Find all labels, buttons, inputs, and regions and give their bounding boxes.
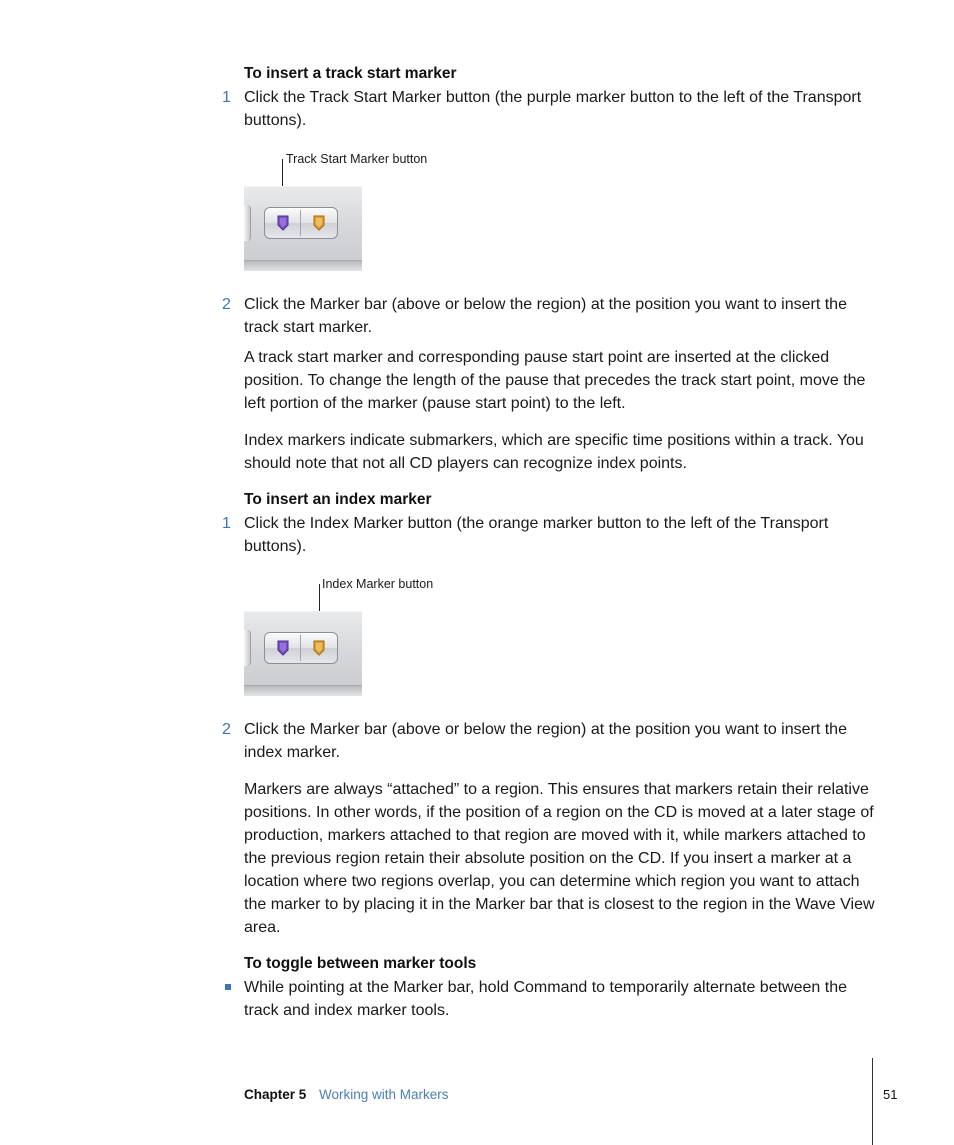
step-number: 2 xyxy=(222,721,231,738)
step-text: Click the Track Start Marker button (the purple marker button to the left of the Transport buttons). xyxy=(244,89,862,129)
bullet-square-icon xyxy=(225,984,231,990)
footer-divider xyxy=(872,1058,873,1145)
section-heading-toggle: To toggle between marker tools xyxy=(244,955,477,972)
marker-button-group xyxy=(264,207,338,239)
toolbar-bottom-strip xyxy=(244,260,362,271)
step-text: Click the Marker bar (above or below the region) at the position you want to insert the index marker. xyxy=(244,721,847,761)
toolbar-snippet xyxy=(244,611,362,696)
purple-marker-icon xyxy=(276,215,290,231)
index-marker-button[interactable] xyxy=(301,208,336,238)
step-number: 2 xyxy=(222,296,231,313)
step-track-start-2 xyxy=(222,293,876,339)
marker-button-group xyxy=(264,632,338,664)
step-text: Click the Index Marker button (the orange marker button to the left of the Transport buttons). xyxy=(244,515,829,555)
page-number: 51 xyxy=(883,1087,898,1102)
figure-caption: Index Marker button xyxy=(322,577,434,591)
toolbar-edge xyxy=(244,630,251,666)
toolbar-snippet xyxy=(244,186,362,271)
step-number: 1 xyxy=(222,515,231,532)
toolbar-edge xyxy=(244,205,251,241)
step-text: Click the Marker bar (above or below the region) at the position you want to insert the track start marker. xyxy=(244,296,847,336)
step-track-start-1 xyxy=(222,86,876,132)
section-heading-index: To insert an index marker xyxy=(244,491,432,508)
paragraph-track-start-explanation: A track start marker and corresponding pause start point are inserted at the clicked position. To change the length of the pause that precedes the track start point, move the left portion of the marker (pause start point) to the left. xyxy=(244,349,866,412)
orange-marker-icon xyxy=(312,640,326,656)
figure-index-marker xyxy=(244,573,444,713)
bullet-toggle-tools xyxy=(244,976,876,1022)
step-number: 1 xyxy=(222,89,231,106)
bullet-text: While pointing at the Marker bar, hold Command to temporarily alternate between the track and index marker tools. xyxy=(244,979,847,1019)
figure-caption: Track Start Marker button xyxy=(286,152,428,166)
paragraph-index-markers-intro: Index markers indicate submarkers, which are specific time positions within a track. You should note that not all CD players can recognize index points. xyxy=(244,432,864,472)
index-marker-button[interactable] xyxy=(301,633,336,663)
footer-chapter-title: Working with Markers xyxy=(319,1087,449,1102)
step-index-1 xyxy=(222,512,876,558)
track-start-marker-button[interactable] xyxy=(265,633,300,663)
section-heading-track-start: To insert a track start marker xyxy=(244,65,457,82)
toolbar-bottom-strip xyxy=(244,685,362,696)
figure-track-start-marker xyxy=(244,148,444,288)
purple-marker-icon xyxy=(276,640,290,656)
step-index-2 xyxy=(222,718,876,764)
orange-marker-icon xyxy=(312,215,326,231)
track-start-marker-button[interactable] xyxy=(265,208,300,238)
paragraph-markers-attached: Markers are always “attached” to a region. This ensures that markers retain their relative positions. In other words, if the position of a region on the CD is moved at a later stage of production, markers attached to that region are moved with it, while markers attached to the previous region retain their absolute position on the CD. If you insert a marker at a location where two regions overlap, you can determine which region you want to attach the marker to by placing it in the Marker bar that is closest to the region in the Wave View area. xyxy=(244,781,875,936)
footer-chapter: Chapter 5 xyxy=(244,1087,307,1102)
